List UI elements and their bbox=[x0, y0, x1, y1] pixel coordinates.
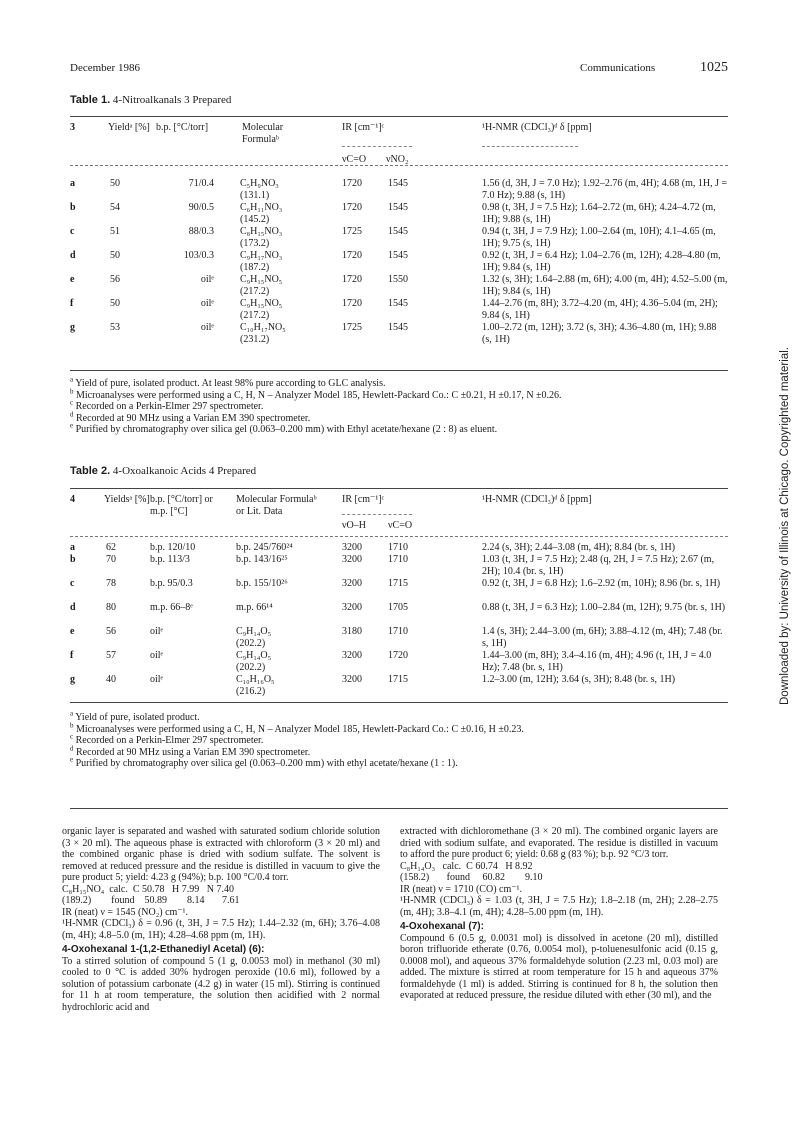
table2-title bbox=[70, 465, 256, 477]
row-ir-1: 1725 bbox=[342, 226, 362, 237]
row-formula: C₉H₁₄O₅ bbox=[236, 626, 272, 637]
row-ir-1: 3200 bbox=[342, 578, 362, 589]
table2-footnote-e: $^e$ Purified by chromatography over silica gel (0.063–0.200 mm) with ethyl acetate/hexane (1 : 1). bbox=[70, 755, 458, 769]
table1-top-rule bbox=[70, 116, 728, 117]
row-yield: 80 bbox=[106, 602, 116, 613]
table2-header-bp: b.p. [°C/torr] or m.p. [°C] bbox=[150, 494, 213, 517]
row-ir-2: 1545 bbox=[388, 202, 408, 213]
download-watermark: Downloaded by: University of Illinois at Chicago. Copyrighted material. bbox=[779, 347, 791, 705]
row-mol-weight: (131.1) bbox=[240, 190, 270, 201]
table2-header-ir: IR [cm⁻¹]ᶜ bbox=[342, 494, 385, 505]
left-section-heading: 4-Oxohexanal 1-(1,2-Ethanediyl Acetal) (6): bbox=[62, 944, 265, 955]
row-formula: C₁₀H₁₇NO₅ bbox=[240, 322, 286, 333]
table2-footnote-c: $^c$ Recorded on a Perkin-Elmer 297 spectrometer. bbox=[70, 732, 264, 746]
table2-footnotes bbox=[70, 709, 524, 770]
right-section-heading: 4-Oxohexanal (7): bbox=[400, 921, 484, 932]
row-formula: C₉H₁₅NO₅ bbox=[240, 274, 283, 285]
row-bp: 71/0.4 bbox=[188, 178, 214, 189]
table1-footnotes bbox=[70, 375, 562, 436]
row-formula: m.p. 66¹⁴ bbox=[236, 602, 273, 613]
row-bp: b.p. 95/0.3 bbox=[150, 578, 193, 589]
row-ir-2: 1710 bbox=[388, 542, 408, 553]
row-mol-weight: (173.2) bbox=[240, 238, 270, 249]
row-nmr: 2.24 (s, 3H); 2.44–3.08 (m, 4H); 8.84 (br. s, 1H) bbox=[482, 542, 676, 553]
row-mol-weight: (231.2) bbox=[240, 334, 270, 345]
body-left-column bbox=[62, 826, 380, 1013]
row-yield: 51 bbox=[110, 226, 120, 237]
row-formula: C₆H₁₁NO₃ bbox=[240, 202, 283, 213]
row-mol-weight: (187.2) bbox=[240, 262, 270, 273]
page-number: 1025 bbox=[700, 60, 728, 75]
row-nmr: 0.94 (t, 3H, J = 7.9 Hz); 1.00–2.64 (m, 10H); 4.1–4.65 (m, 1H); 9.75 (s, 1H) bbox=[482, 226, 716, 249]
row-ir-2: 1545 bbox=[388, 226, 408, 237]
row-bp: m.p. 66–8ᵉ bbox=[150, 602, 193, 613]
row-formula: C₉H₁₄O₅ bbox=[236, 650, 272, 661]
row-ir-1: 3200 bbox=[342, 650, 362, 661]
row-nmr: 1.4 (s, 3H); 2.44–3.00 (m, 6H); 3.88–4.12 (m, 4H); 7.48 (br. s, 1H) bbox=[482, 626, 723, 649]
row-id: d bbox=[70, 250, 76, 261]
right-analysis-calc: C₈H₁₄O₃ calc. C 60.74 H 8.92 bbox=[400, 860, 533, 872]
table2-header-nmr: ¹H-NMR (CDCl₃)ᵈ δ [ppm] bbox=[482, 494, 592, 505]
row-ir-1: 1720 bbox=[342, 274, 362, 285]
row-ir-2: 1715 bbox=[388, 674, 408, 685]
row-ir-2: 1545 bbox=[388, 250, 408, 261]
table2-footnote-d: $^d$ Recorded at 90 MHz using a Varian EM 390 spectrometer. bbox=[70, 744, 311, 758]
row-ir-1: 3180 bbox=[342, 626, 362, 637]
table2-header-formula: Molecular Formulaᵇ or Lit. Data bbox=[236, 494, 317, 517]
row-bp: oilᵉ bbox=[150, 650, 164, 661]
table1-header-nmr: ¹H-NMR (CDCl₃)ᵈ δ [ppm] bbox=[482, 122, 592, 133]
row-formula: C₈H₁₅NO₃ bbox=[240, 226, 283, 237]
row-id: a bbox=[70, 178, 75, 189]
table2-header-yield: Yieldsᵃ [%] bbox=[104, 494, 150, 505]
table2-header-ir-c-o: νC=O bbox=[388, 520, 413, 531]
row-nmr: 1.44–2.76 (m, 8H); 3.72–4.20 (m, 4H); 4.36–5.04 (m, 2H); 9.84 (s, 1H) bbox=[482, 298, 718, 321]
row-nmr: 1.2–3.00 (m, 12H); 3.64 (s, 3H); 8.48 (br. s, 1H) bbox=[482, 674, 676, 685]
table2-title-label: Table 2. bbox=[70, 465, 111, 477]
table1-title bbox=[70, 94, 231, 106]
row-ir-2: 1720 bbox=[388, 650, 408, 661]
row-ir-2: 1545 bbox=[388, 298, 408, 309]
table2-top-rule bbox=[70, 488, 728, 489]
row-yield: 62 bbox=[106, 542, 116, 553]
row-mol-weight: (202.2) bbox=[236, 638, 266, 649]
row-ir-2: 1710 bbox=[388, 554, 408, 565]
right-paragraph-1: extracted with dichloromethane (3 × 20 ml). The combined organic layers are dried with sodium sulfate, and evaporated. The residue is distilled in vacuum to afford the pure product 6; yield: 0.68 g (83 %); b.p. 92 °C/3 torr. bbox=[400, 826, 718, 860]
row-bp: 90/0.5 bbox=[188, 202, 214, 213]
row-nmr: 0.88 (t, 3H, J = 6.3 Hz); 1.00–2.84 (m, 12H); 9.75 (br. s, 1H) bbox=[482, 602, 726, 613]
left-nmr-line: ¹H-NMR (CDCl₃) δ = 0.96 (t, 3H, J = 7.5 Hz); 1.44–2.32 (m, 6H); 3.76–4.08 (m, 4H); 4.8–5.0 (m, 1H); 4.28–4.68 ppm (m, 1H). bbox=[62, 918, 380, 941]
row-bp: 88/0.3 bbox=[188, 226, 214, 237]
row-yield: 50 bbox=[110, 250, 120, 261]
row-nmr: 1.32 (s, 3H); 1.64–2.88 (m, 6H); 4.00 (m, 4H); 4.52–5.00 (m, 1H); 9.84 (s, 1H) bbox=[482, 274, 728, 297]
row-mol-weight: (216.2) bbox=[236, 686, 266, 697]
row-formula: b.p. 155/10²⁶ bbox=[236, 578, 288, 589]
table2-header-id: 4 bbox=[70, 494, 75, 505]
row-formula: C₅H₉NO₃ bbox=[240, 178, 279, 189]
table2-footnote-b: $^b$ Microanalyses were performed using a C, H, N – Analyzer Model 185, Hewlett-Packard Co.: C ±0.16, H ±0.23. bbox=[70, 721, 524, 735]
row-yield: 78 bbox=[106, 578, 116, 589]
right-nmr-line: ¹H-NMR (CDCl₃) δ = 1.03 (t, 3H, J = 7.5 Hz); 1.8–2.18 (m, 2H); 2.28–2.75 (m, 4H); 3.8–4.1 (m, 4H); 4.28–5.00 ppm (m, 1H). bbox=[400, 895, 718, 918]
table1-ir-subrule bbox=[342, 146, 412, 147]
row-ir-1: 3200 bbox=[342, 542, 362, 553]
running-header-date: December 1986 bbox=[70, 62, 140, 74]
table1-footnote-e: $^e$ Purified by chromatography over silica gel (0.063–0.200 mm) with Ethyl acetate/hexane (2 : 8) as eluent. bbox=[70, 421, 498, 435]
row-nmr: 0.92 (t, 3H, J = 6.8 Hz); 1.6–2.92 (m, 10H); 8.96 (br. s, 1H) bbox=[482, 578, 721, 589]
row-bp: b.p. 113/3 bbox=[150, 554, 190, 565]
row-yield: 53 bbox=[110, 322, 120, 333]
body-right-column bbox=[400, 826, 718, 1002]
row-yield: 56 bbox=[106, 626, 116, 637]
row-mol-weight: (217.2) bbox=[240, 310, 270, 321]
right-paragraph-2: Compound 6 (0.5 g, 0.0031 mol) is dissolved in acetone (20 ml), distilled boron trifluoride etherate (0.76, 0.0054 mol), p-toluenesulfonic acid (0.15 g, 0.0008 mol), and aqueous 37% formaldehyde solution (2.23 ml, 0.03 mol) are added. The mixture is stirred at room temperature for 15 h and aqueous 37% formaldehyde (1 ml) is added. Stirring is continued for 8 h, the solution then evaporated at reduced pressure, the residue diluted with ether (30 ml), and the bbox=[400, 932, 718, 1001]
row-mol-weight: (202.2) bbox=[236, 662, 266, 673]
table1-header-id: 3 bbox=[70, 122, 75, 133]
row-formula: b.p. 245/760²⁴ bbox=[236, 542, 293, 553]
running-header-section: Communications bbox=[580, 62, 656, 74]
row-ir-1: 3200 bbox=[342, 602, 362, 613]
table2-title-text: 4-Oxoalkanoic Acids 4 Prepared bbox=[112, 465, 257, 477]
row-formula: C₉H₁₅NO₅ bbox=[240, 298, 283, 309]
row-id: a bbox=[70, 542, 75, 553]
table1-footnote-b: $^b$ Microanalyses were performed using a C, H, N – Analyzer Model 185, Hewlett-Packard Co.: C ±0.21, H ±0.17, N ±0.26. bbox=[70, 387, 562, 401]
row-yield: 56 bbox=[110, 274, 120, 285]
row-yield: 50 bbox=[110, 178, 120, 189]
row-formula: b.p. 143/16²⁵ bbox=[236, 554, 288, 565]
left-paragraph-2: To a stirred solution of compound 5 (1 g, 0.0053 mol) in methanol (30 ml) cooled to 0 °C is added 30% hydrogen peroxide (10.6 ml), followed by a solution of potassium carbonate (4.2 g) in water (15 ml). Stirring is continued for 11 h at room temperature, the solution then acidified with 2 normal hydrochloric acid and bbox=[62, 955, 380, 1013]
table2-ir-subrule bbox=[342, 514, 412, 515]
row-ir-2: 1545 bbox=[388, 322, 408, 333]
table1-header-rule bbox=[70, 165, 728, 166]
row-id: g bbox=[70, 322, 75, 333]
row-id: f bbox=[70, 298, 74, 309]
row-ir-2: 1715 bbox=[388, 578, 408, 589]
row-ir-1: 1720 bbox=[342, 202, 362, 213]
row-bp: b.p. 120/10 bbox=[150, 542, 196, 553]
left-paragraph-1: organic layer is separated and washed with saturated sodium chloride solution (3 × 20 ml). The aqueous phase is extracted with chloroform (3 × 20 ml) and the combined organic phase is dried with sodium sulfate. The solvent is removed at reduced pressure and the residue is distilled in vacuum to give the pure product 5; yield: 4.23 g (94%); b.p. 100 °C/0.4 torr. bbox=[62, 826, 380, 883]
table1-title-text: 4-Nitroalkanals 3 Prepared bbox=[112, 94, 232, 106]
row-ir-1: 3200 bbox=[342, 554, 362, 565]
body-top-rule bbox=[70, 808, 728, 809]
row-nmr: 0.98 (t, 3H, J = 7.5 Hz); 1.64–2.72 (m, 6H); 4.24–4.72 (m, 1H); 9.88 (s, 1H) bbox=[482, 202, 716, 225]
row-yield: 40 bbox=[106, 674, 116, 685]
row-ir-1: 3200 bbox=[342, 674, 362, 685]
table1-footnote-d: $^d$ Recorded at 90 MHz using a Varian EM 390 spectrometer. bbox=[70, 410, 311, 424]
row-ir-1: 1720 bbox=[342, 178, 362, 189]
row-formula: C₁₀H₁₆O₅ bbox=[236, 674, 275, 685]
left-ir-line: IR (neat) ν = 1545 (NO₂) cm⁻¹. bbox=[62, 906, 189, 918]
left-analysis-found: (189.2) found 50.89 8.14 7.61 bbox=[62, 895, 240, 906]
row-ir-1: 1725 bbox=[342, 322, 362, 333]
table1-footnote-a: $^a$ Yield of pure, isolated product. At least 98% pure according to GLC analysis. bbox=[70, 375, 386, 389]
row-ir-2: 1545 bbox=[388, 178, 408, 189]
table1-header-ir-no2: νNO₂ bbox=[386, 154, 409, 165]
row-bp: oilᵉ bbox=[200, 274, 214, 285]
table2-footnote-a: $^a$ Yield of pure, isolated product. bbox=[70, 709, 200, 723]
row-ir-2: 1705 bbox=[388, 602, 408, 613]
row-mol-weight: (217.2) bbox=[240, 286, 270, 297]
table1-nmr-subrule bbox=[482, 146, 578, 147]
row-id: e bbox=[70, 626, 75, 637]
row-mol-weight: (145.2) bbox=[240, 214, 270, 225]
row-ir-1: 1720 bbox=[342, 250, 362, 261]
row-id: e bbox=[70, 274, 75, 285]
table1-header-yield: Yieldᵃ [%] bbox=[108, 122, 150, 133]
row-id: c bbox=[70, 578, 75, 589]
row-yield: 50 bbox=[110, 298, 120, 309]
row-formula: C₉H₁₇NO₃ bbox=[240, 250, 283, 261]
table1-header-formula: Molecular Formulaᵇ bbox=[242, 122, 284, 145]
row-bp: 103/0.3 bbox=[183, 250, 214, 261]
row-id: b bbox=[70, 202, 76, 213]
table1-header-ir: IR [cm⁻¹]ᶜ bbox=[342, 122, 385, 133]
table1-header-bp: b.p. [°C/torr] bbox=[156, 122, 209, 133]
table2-bottom-rule bbox=[70, 702, 728, 703]
row-id: b bbox=[70, 554, 76, 565]
table2-header-rule bbox=[70, 536, 728, 537]
row-id: g bbox=[70, 674, 75, 685]
row-nmr: 1.56 (d, 3H, J = 7.0 Hz); 1.92–2.76 (m, 4H); 4.68 (m, 1H, J = 7.0 Hz); 9.88 (s, 1H) bbox=[482, 178, 728, 201]
row-nmr: 0.92 (t, 3H, J = 6.4 Hz); 1.04–2.76 (m, 12H); 4.28–4.80 (m, 1H); 9.84 (s, 1H) bbox=[482, 250, 721, 273]
right-analysis-found: (158.2) found 60.82 9.10 bbox=[400, 872, 543, 883]
right-ir-line: IR (neat) ν = 1710 (CO) cm⁻¹. bbox=[400, 883, 523, 895]
row-nmr: 1.00–2.72 (m, 12H); 3.72 (s, 3H); 4.36–4.80 (m, 1H); 9.88 (s, 1H) bbox=[482, 322, 717, 345]
row-ir-2: 1710 bbox=[388, 626, 408, 637]
row-nmr: 1.44–3.00 (m, 8H); 3.4–4.16 (m, 4H); 4.96 (t, 1H, J = 4.0 Hz); 7.48 (br. s, 1H) bbox=[482, 650, 712, 673]
row-bp: oilᵉ bbox=[150, 626, 164, 637]
row-id: c bbox=[70, 226, 75, 237]
row-yield: 54 bbox=[110, 202, 120, 213]
row-id: d bbox=[70, 602, 76, 613]
row-bp: oilᵉ bbox=[150, 674, 164, 685]
row-bp: oilᵉ bbox=[200, 298, 214, 309]
table1-header-ir-c-o: νC=O bbox=[342, 154, 367, 165]
left-analysis-calc: C₈H₁₅NO₄ calc. C 50.78 H 7.99 N 7.40 bbox=[62, 883, 234, 895]
row-yield: 70 bbox=[106, 554, 116, 565]
row-id: f bbox=[70, 650, 74, 661]
row-ir-2: 1550 bbox=[388, 274, 408, 285]
table1-title-label: Table 1. bbox=[70, 94, 111, 106]
table1-footnote-c: $^c$ Recorded on a Perkin-Elmer 297 spectrometer. bbox=[70, 398, 264, 412]
table2-header-ir-o-h: νO–H bbox=[342, 520, 366, 531]
row-ir-1: 1720 bbox=[342, 298, 362, 309]
row-bp: oilᵉ bbox=[200, 322, 214, 333]
row-yield: 57 bbox=[106, 650, 116, 661]
table1-bottom-rule bbox=[70, 370, 728, 371]
row-nmr: 1.03 (t, 3H, J = 7.5 Hz); 2.48 (q, 2H, J = 7.5 Hz); 2.67 (m, 2H); 10.4 (br. s, 1H) bbox=[482, 554, 715, 577]
